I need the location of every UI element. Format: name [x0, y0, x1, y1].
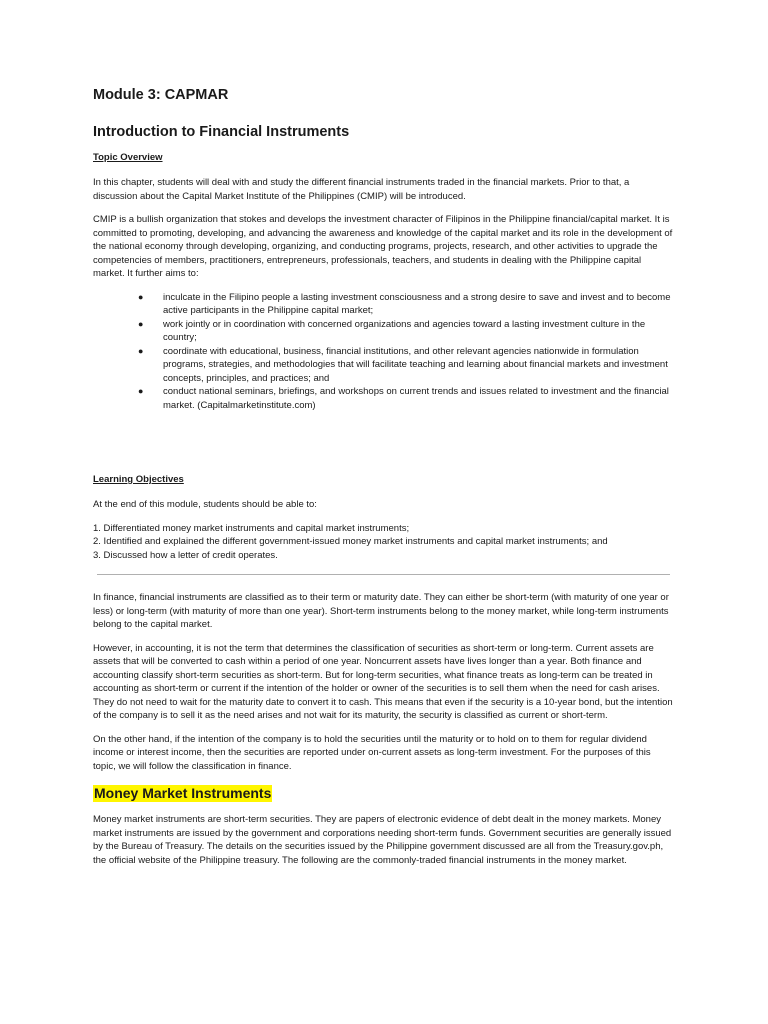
bullet-icon: ●	[138, 291, 144, 302]
body-paragraph-3: On the other hand, if the intention of the company is to hold the securities until the maturity or to hold on to them for regular dividend income or interest income, then the securities are reported under on-current assets as long-term investment. For the purposes of this topic, we will follow the classification in finance.	[93, 733, 651, 772]
list-item	[138, 385, 675, 412]
objective-item: 1. Differentiated money market instruments and capital market instruments;	[93, 522, 410, 534]
module-title: Module 3: CAPMAR	[93, 87, 229, 103]
learning-objectives-heading: Learning Objectives	[93, 474, 184, 485]
list-item	[138, 291, 675, 318]
aim-text: conduct national seminars, briefings, and workshops on current trends and issues related to investment and the financial market. (Capitalmarketinstitute.com)	[163, 386, 669, 411]
list-item	[138, 318, 675, 345]
money-market-heading: Money Market Instruments	[94, 785, 272, 801]
objective-item: 3. Discussed how a letter of credit operates.	[93, 549, 278, 561]
document-content	[93, 86, 675, 867]
intro-title: Introduction to Financial Instruments	[93, 124, 350, 140]
overview-paragraph-2: CMIP is a bullish organization that stokes and develops the investment character of Filipinos in the Philippine financial/capital market. It is committed to promoting, developing, and advancing the awareness and knowledge of the capital market and its role in the development of the national economy through developing, organizing, and conducting programs, projects, research, and other activities to upgrade the competencies of members, practitioners, entrepreneurs, professionals, teachers, and students in dealing with the Philippine capital market. It further aims to:	[93, 214, 673, 279]
body-paragraph-2: However, in accounting, it is not the term that determines the classification of securities as short-term or long-term. Current assets are assets that will be converted to cash within a period of one year. Noncurrent assets have lives longer than a year. Both finance and accounting classify short-term securities as short-term. But for long-term securities, what finance treats as long-term can be treated in accounting as short-term or current if the intention of the holder or owner of the securities is to sell them when the need for cash arises. They do not need to wait for the maturity date to convert it to cash. This means that even if the security is a 10-year bond, but the intention of the company is to sell it as the need arises and not wait for its maturity, the security is classified as current or short-term.	[93, 642, 673, 721]
overview-paragraph-1: In this chapter, students will deal with and study the different financial instruments traded in the financial markets. Prior to that, a discussion about the Capital Market Institute of the Philippines (CMIP) will be introduced.	[93, 177, 630, 202]
topic-overview-heading: Topic Overview	[93, 152, 163, 163]
bullet-icon: ●	[138, 345, 144, 356]
aims-list	[93, 291, 675, 413]
objectives-intro: At the end of this module, students should be able to:	[93, 499, 317, 510]
bullet-icon: ●	[138, 386, 144, 396]
money-market-heading-wrap	[93, 785, 675, 803]
aim-text: work jointly or in coordination with concerned organizations and agencies toward a lasting investment culture in the country;	[163, 318, 646, 343]
body-paragraph-1: In finance, financial instruments are classified as to their term or maturity date. They can either be short-term (with maturity of one year or less) or long-term (with maturity of more than one year). Short-term instruments belong to the money market, while long-term instruments belong to the capital market.	[93, 592, 669, 630]
objectives-list	[93, 522, 675, 563]
objective-item: 2. Identified and explained the different government-issued money market instruments and capital market instruments; and	[93, 536, 608, 547]
list-item	[138, 345, 675, 386]
aim-text: coordinate with educational, business, financial institutions, and other relevant agencies nationwide in formulation programs, strategies, and methodologies that will facilitate teaching and learning about financial markets and investment concepts, principles, and practices; and	[163, 345, 668, 384]
bullet-icon: ●	[138, 318, 144, 329]
horizontal-divider	[97, 574, 670, 575]
aim-text: inculcate in the Filipino people a lasting investment consciousness and a strong desire to save and invest and to become active participants in the Philippine capital market;	[163, 291, 671, 316]
money-market-paragraph: Money market instruments are short-term securities. They are papers of electronic evidence of debt dealt in the money markets. Money market instruments are issued by the government and corporations needing short-term funds. Government securities are generally issued by the Bureau of Treasury. The details on the securities issued by the Philippine government discussed are all from the Treasury.gov.ph, the official website of the Philippine treasury. The following are the commonly-traded financial instruments in the money market.	[93, 814, 672, 866]
